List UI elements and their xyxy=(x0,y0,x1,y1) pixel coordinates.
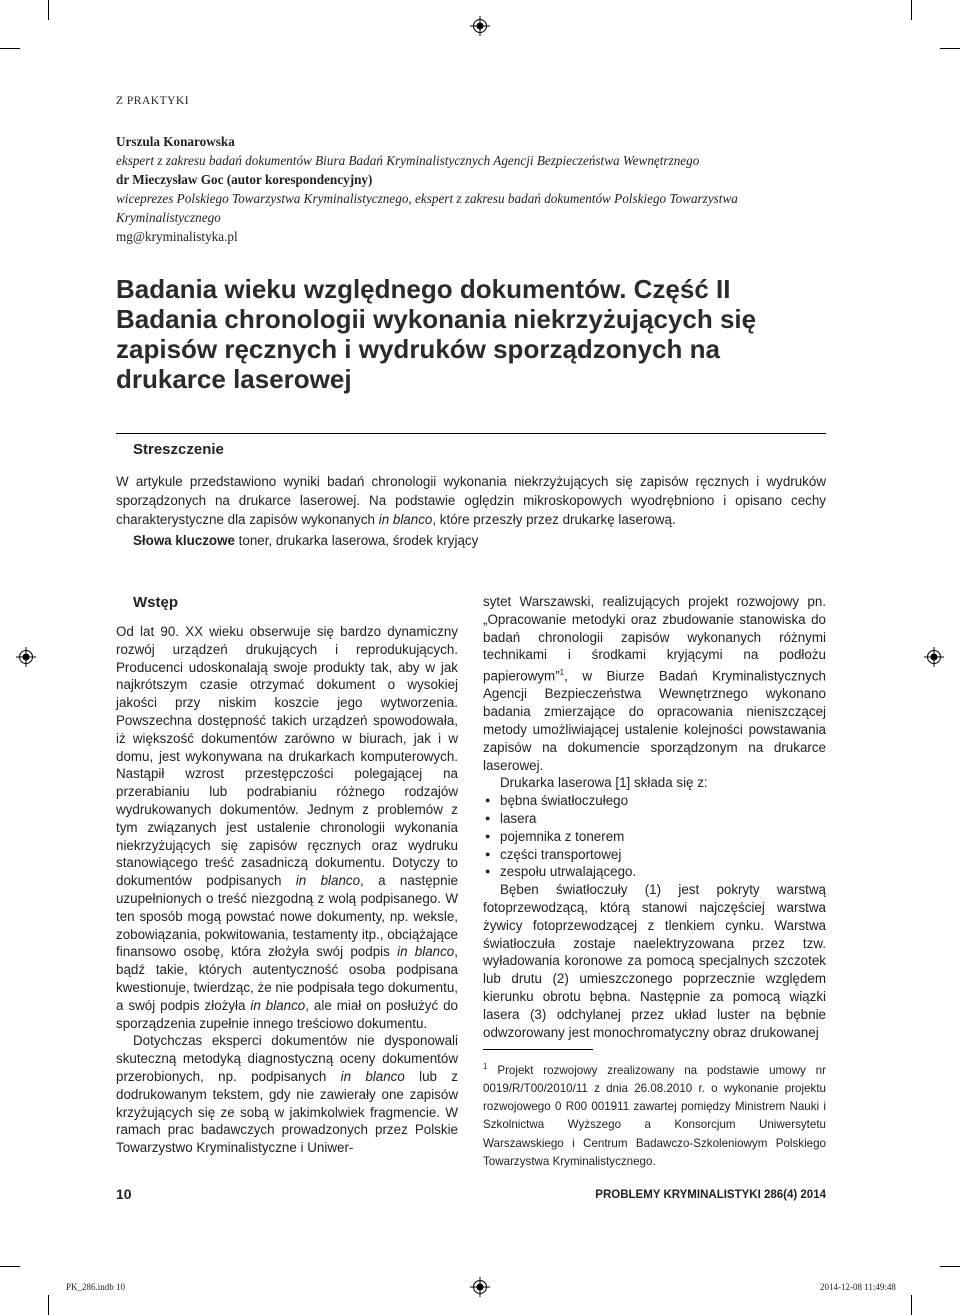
registration-mark-icon xyxy=(924,647,944,667)
author-block xyxy=(116,132,816,246)
abstract-heading: Streszczenie xyxy=(133,441,224,458)
author-email: mg@kryminalistyka.pl xyxy=(116,229,238,244)
footnote-divider xyxy=(483,1049,593,1050)
crop-mark xyxy=(940,48,960,49)
article-title: Badania wieku względnego dokumentów. Część II Badania chronologii wykonania niekrzyżujących się zapisów ręcznych i wydruków sporządzonych na drukarce laserowej xyxy=(116,274,757,394)
paragraph: Od lat 90. XX wieku obserwuje się bardzo dynamiczny rozwój urządzeń drukujących i reprodukujących. Producenci udoskonalają swoje produkty tak, aby w jak najkrótszym czasie otrzymać dokument o wysokiej jakości przy niskim koszcie jego wytworzenia. Powszechna dostępność takich urządzeń spowodowała, iż większość dokumentów zarówno w biurach, jak i w domu, jest wykonywana na drukarkach komputerowych. Nastąpił wzrost przestępczości polegającej na przerabianiu lub podrabianiu różnego rodzajów wydrukowanych dokumentów. Jednym z problemów z tym związanych jest ustalenie chronologii wykonania niekrzyżujących się zapisów ręcznych oraz wydruku stanowiącego treść zasadniczą dokumentu. Dotyczy to dokumentów podpisanych in blanco, a następnie uzupełnionych o treść niezgodną z wolą podpisanego. W ten sposób mogą powstać nowe dokumenty, np. weksle, zobowiązania, pokwitowania, testamenty itp., obciążające finansowo osobę, która złożyła swój podpis in blanco, bądź takie, których autentyczność osoba podpisana kwestionuje, twierdząc, że nie podpisała tego dokumentu, a swój podpis złożyła in blanco, ale miał on posłużyć do sporządzenia zupełnie innego treściowo dokumentu. xyxy=(116,624,458,1031)
abstract-text: W artykule przedstawiono wyniki badań chronologii wykonania niekrzyżujących się zapisów ręcznych i wydruków sporządzonych na drukarce laserowej. Na podstawie oględzin mikroskopowych wyodrębniono i opisano cechy charakterystyczne dla zapisów wykonanych in blanco, które przeszły przez drukarkę laserową. xyxy=(116,474,826,527)
registration-mark-icon xyxy=(470,16,490,36)
crop-mark xyxy=(911,1295,912,1315)
author-name: Urszula Konarowska xyxy=(116,134,235,149)
crop-mark xyxy=(48,1295,49,1315)
right-column xyxy=(483,593,826,1041)
section-label: Z PRAKTYKI xyxy=(116,95,190,107)
author-affiliation: wiceprezes Polskiego Towarzystwa Kryminalistycznego, ekspert z zakresu badań dokumentów Polskiego Towarzystwa Kryminalistycznego xyxy=(116,191,738,225)
paragraph: Bęben światłoczuły (1) jest pokryty warstwą fotoprzewodzącą, którą stanowi najczęściej warstwa żywicy fotoprzewodzącej z tlenkiem cynku. Warstwa światłoczuła zostaje naelektryzowana przez tzw. wyładowania koronowe za pomocą specjalnych szczotek lub drutu (2) umieszczonego poprzecznie względem kierunku obrotu bębna. Następnie za pomocą wiązki lasera (3) odchylanej przez układ luster na bębnie odwzorowany jest monochromatyczny obraz drukowanej xyxy=(483,882,826,1040)
page-number: 10 xyxy=(116,1186,132,1202)
footnote: $^1$ Projekt rozwojowy zrealizowany na podstawie umowy nr 0019/R/T00/2010/11 z dnia 26.08.2010 r. o wykonanie projektu rozwojowego 0 R00 001911 zawartej pomiędzy Ministrem Nauki i Szkolnictwa Wyższego a Konsorcjum Uniwersytetu Warszawskiego i Centrum Badawczo-Szkoleniowym Polskiego Towarzystwa Kryminalistycznego. xyxy=(483,1062,826,1168)
list-item: ● lasera xyxy=(483,810,826,828)
print-slug-file: PK_286.indb 10 xyxy=(66,1282,126,1292)
abstract-divider xyxy=(116,433,826,434)
author-affiliation: ekspert z zakresu badań dokumentów Biura Badań Kryminalistycznych Agencji Bezpieczeństwa Wewnętrznego xyxy=(116,153,700,168)
paragraph: Dotychczas eksperci dokumentów nie dysponowali skuteczną metodyką diagnostyczną oceny dokumentów przerobionych, np. podpisanych in blanco lub z dodrukowanym tekstem, gdy nie zawierały one zapisów krzyżujących się ze sobą w jakimkolwiek fragmencie. W ramach prac badawczych prowadzonych przez Polskie Towarzystwo Kryminalistyczne i Uniwer- xyxy=(116,1033,458,1156)
list-item: ● części transportowej xyxy=(483,846,826,864)
paragraph: Drukarka laserowa [1] składa się z: xyxy=(500,775,708,791)
crop-mark xyxy=(0,48,20,49)
crop-mark xyxy=(48,0,49,20)
crop-mark xyxy=(0,1266,20,1267)
registration-mark-icon xyxy=(16,647,36,667)
paragraph-continued: sytet Warszawski, realizujących projekt rozwojowy pn. „Opracowanie metodyki oraz zbudowanie stanowiska do badań chronologii zapisów wykonanych różnymi technikami i środkami kryjącymi na podłożu papierowym”$^1$, w Biurze Badań Kryminalistycznych Agencji Bezpieczeństwa Wewnętrznego wykonano badania zmierzające do opracowania nieniszczącej metody umożliwiającej ustalenie kolejności powstawania zapisów na dokumencie sporządzonym na drukarce laserowej. xyxy=(483,594,826,773)
keywords-list: toner, drukarka laserowa, środek kryjący xyxy=(234,533,479,548)
journal-name: PROBLEMY KRYMINALISTYKI 286(4) 2014 xyxy=(595,1189,826,1201)
keywords xyxy=(133,533,478,548)
print-slug-date: 2014-12-08 11:49:48 xyxy=(820,1282,896,1292)
left-column xyxy=(116,623,458,1157)
list-item: ● zespołu utrwalającego. xyxy=(483,863,826,881)
registration-mark-icon xyxy=(470,1277,490,1297)
list-item: ● bębna światłoczułego xyxy=(483,792,826,810)
crop-mark xyxy=(911,0,912,20)
crop-mark xyxy=(940,1266,960,1267)
list-item: ● pojemnika z tonerem xyxy=(483,828,826,846)
component-list xyxy=(483,792,826,881)
keywords-label: Słowa kluczowe xyxy=(133,533,235,548)
section-heading: Wstęp xyxy=(133,594,178,611)
footnote-reference: 1 xyxy=(559,668,565,678)
author-name: dr Mieczysław Goc (autor korespondencyjny) xyxy=(116,172,373,187)
